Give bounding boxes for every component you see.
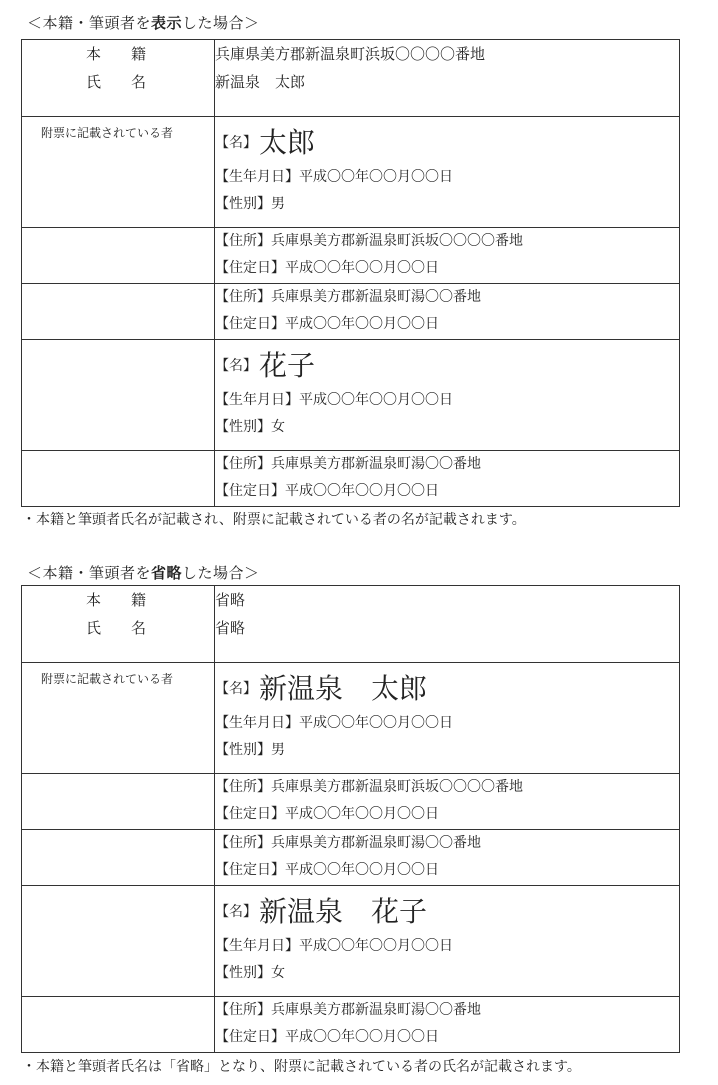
- person-name: 新温泉 太郎: [259, 672, 428, 705]
- empty-cell: [22, 284, 215, 340]
- person-row: [22, 117, 680, 228]
- header-row: [22, 586, 680, 663]
- person-row: [22, 886, 680, 997]
- attached-label: 附票に記載されている者: [41, 672, 174, 686]
- date-line: 【住定日】平成〇〇年〇〇月〇〇日: [215, 1029, 439, 1045]
- address-row: [22, 284, 680, 340]
- attached-label-cell: [22, 117, 215, 228]
- person-cell: [215, 117, 680, 228]
- section2-title-post: した場合＞: [182, 564, 260, 582]
- person-cell: [215, 340, 680, 451]
- empty-cell: [22, 340, 215, 451]
- section1-register-table: [21, 39, 680, 507]
- name-tag: 【名】: [215, 681, 257, 697]
- honseki-value: 兵庫県美方郡新温泉町浜坂〇〇〇〇番地: [215, 45, 486, 63]
- birth-line: 【生年月日】平成〇〇年〇〇月〇〇日: [215, 938, 453, 954]
- attached-label-cell: [22, 663, 215, 774]
- sex-line: 【性別】男: [215, 742, 285, 758]
- address-row: [22, 997, 680, 1053]
- birth-line: 【生年月日】平成〇〇年〇〇月〇〇日: [215, 392, 453, 408]
- person-name: 新温泉 花子: [259, 895, 428, 928]
- section1-title-pre: ＜本籍・筆頭者を: [27, 14, 152, 32]
- person-row: [22, 340, 680, 451]
- sex-line: 【性別】女: [215, 419, 285, 435]
- attached-label: 附票に記載されている者: [41, 126, 174, 140]
- header-labels-cell: [22, 40, 215, 117]
- name-tag: 【名】: [215, 904, 257, 920]
- empty-cell: [22, 228, 215, 284]
- empty-cell: [22, 886, 215, 997]
- date-line: 【住定日】平成〇〇年〇〇月〇〇日: [215, 483, 439, 499]
- address-row: [22, 228, 680, 284]
- person-cell: [215, 886, 680, 997]
- header-values-cell: [215, 586, 680, 663]
- address-cell: [215, 228, 680, 284]
- address-row: [22, 774, 680, 830]
- label-shimei: 氏 名: [86, 619, 147, 637]
- name-line: [215, 886, 679, 933]
- empty-cell: [22, 997, 215, 1053]
- shimei-value: 省略: [215, 619, 246, 637]
- section1-title-post: した場合＞: [182, 14, 260, 32]
- address-line: 【住所】兵庫県美方郡新温泉町湯〇〇番地: [215, 456, 481, 472]
- name-line: [215, 663, 679, 710]
- section2-title-pre: ＜本籍・筆頭者を: [27, 564, 152, 582]
- address-cell: [215, 997, 680, 1053]
- empty-cell: [22, 451, 215, 507]
- section2-title-bold: 省略: [151, 564, 183, 582]
- address-cell: [215, 830, 680, 886]
- sex-line: 【性別】男: [215, 196, 285, 212]
- name-tag: 【名】: [215, 135, 257, 151]
- section2-title: [27, 562, 260, 583]
- name-line: [215, 117, 679, 164]
- sex-line: 【性別】女: [215, 965, 285, 981]
- person-name: 花子: [259, 349, 316, 382]
- header-labels-cell: [22, 586, 215, 663]
- person-row: [22, 663, 680, 774]
- date-line: 【住定日】平成〇〇年〇〇月〇〇日: [215, 316, 439, 332]
- label-shimei: 氏 名: [86, 73, 147, 91]
- section1-title-bold: 表示: [151, 14, 183, 32]
- address-line: 【住所】兵庫県美方郡新温泉町湯〇〇番地: [215, 1002, 481, 1018]
- person-name: 太郎: [259, 126, 316, 159]
- date-line: 【住定日】平成〇〇年〇〇月〇〇日: [215, 862, 439, 878]
- address-cell: [215, 774, 680, 830]
- section2-register-table: [21, 585, 680, 1053]
- header-values-cell: [215, 40, 680, 117]
- birth-line: 【生年月日】平成〇〇年〇〇月〇〇日: [215, 715, 453, 731]
- date-line: 【住定日】平成〇〇年〇〇月〇〇日: [215, 806, 439, 822]
- date-line: 【住定日】平成〇〇年〇〇月〇〇日: [215, 260, 439, 276]
- address-cell: [215, 284, 680, 340]
- address-line: 【住所】兵庫県美方郡新温泉町湯〇〇番地: [215, 289, 481, 305]
- name-tag: 【名】: [215, 358, 257, 374]
- person-cell: [215, 663, 680, 774]
- section1-note: ・本籍と筆頭者氏名が記載され、附票に記載されている者の名が記載されます。: [22, 512, 526, 528]
- address-cell: [215, 451, 680, 507]
- honseki-value: 省略: [215, 591, 246, 609]
- header-row: [22, 40, 680, 117]
- section2-note: ・本籍と筆頭者氏名は「省略」となり、附票に記載されている者の氏名が記載されます。: [22, 1059, 581, 1075]
- birth-line: 【生年月日】平成〇〇年〇〇月〇〇日: [215, 169, 453, 185]
- address-row: [22, 451, 680, 507]
- address-line: 【住所】兵庫県美方郡新温泉町浜坂〇〇〇〇番地: [215, 779, 523, 795]
- section1-title: [27, 12, 260, 33]
- empty-cell: [22, 774, 215, 830]
- address-line: 【住所】兵庫県美方郡新温泉町湯〇〇番地: [215, 835, 481, 851]
- empty-cell: [22, 830, 215, 886]
- label-honseki: 本 籍: [86, 45, 147, 63]
- label-honseki: 本 籍: [86, 591, 147, 609]
- name-line: [215, 340, 679, 387]
- address-row: [22, 830, 680, 886]
- address-line: 【住所】兵庫県美方郡新温泉町浜坂〇〇〇〇番地: [215, 233, 523, 249]
- shimei-value: 新温泉 太郎: [215, 73, 306, 91]
